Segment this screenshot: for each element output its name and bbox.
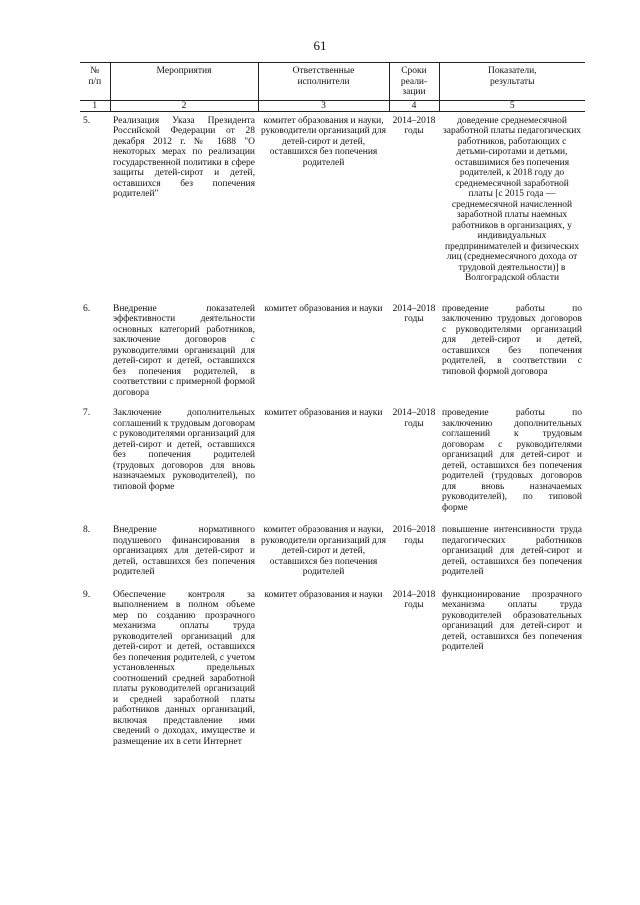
column-number: 2 <box>110 100 258 111</box>
period-cell: 2014–2018 годы <box>392 408 436 429</box>
column-number: 5 <box>439 100 585 111</box>
result-cell: функционирование прозрачного механизма оплаты труда руководителей образовательных организаций для детей-сирот и детей, оставшихся без попечения родителей <box>442 589 582 652</box>
period-cell: 2016–2018 годы <box>392 525 436 546</box>
row-number: 9. <box>83 589 91 600</box>
row-number: 5. <box>83 115 91 126</box>
responsible-cell: комитет образования и науки, руководители организаций для детей-сирот и детей, оставшихся без попечения родителей <box>261 525 386 577</box>
responsible-cell: комитет образования и науки <box>264 408 383 418</box>
responsible-cell: комитет образования и науки <box>264 303 383 314</box>
table-row <box>80 525 585 578</box>
header-indicators: Показатели, результаты <box>439 63 585 101</box>
measure-cell: Реализация Указа Президента Российской Федерации от 28 декабря 2012 г. № 1688 "О некоторых мерах по реализации государственной политики в сфере защиты детей-сирот и детей, оставшихся без попечения родителей" <box>113 115 255 199</box>
measures-table <box>80 62 585 747</box>
period-cell: 2014–2018 годы <box>392 303 436 324</box>
result-cell: проведение работы по заключению трудовых договоров с руководителями организаций для детей-сирот и детей, оставшихся без попечения родителей, в соответствии с типовой формой договора <box>442 303 582 377</box>
table-row <box>80 408 585 513</box>
header-row <box>80 63 585 101</box>
result-cell: повышение интенсивности труда педагогических работников организаций для детей-сирот и детей, оставшихся без попечения родителей <box>442 525 582 577</box>
header-periods: Сроки реали- зации <box>389 63 439 101</box>
table-row <box>80 590 585 748</box>
responsible-cell: комитет образования и науки, руководители организаций для детей-сирот и детей, оставшихся без попечения родителей <box>261 115 386 168</box>
responsible-cell: комитет образования и науки <box>264 589 383 600</box>
page-number: 61 <box>313 38 327 53</box>
measure-cell: Внедрение показателей эффективности деятельности основных категорий работников, заключение договоров с руководителями организаций для детей-сирот и детей, оставшихся без попечения родителей, в соответствии с примерной формой договора <box>113 303 255 398</box>
result-cell: доведение среднемесячной заработной платы педагогических работников, работающих с детьми-сиротами и детьми, оставшимися без попечения родителей, к 2018 году до среднемесячной заработной платы [с 2015 года — среднемесячной начисленной заработной платы наемных работников в организациях, у индивидуальных предпринимателей и физических лиц (среднемесячного дохода от трудовой деятельности)] в Волгоградской области <box>442 115 582 283</box>
header-responsible: Ответственные исполнители <box>258 63 389 101</box>
period-cell: 2014–2018 годы <box>392 589 436 610</box>
column-number: 1 <box>80 100 110 111</box>
measure-cell: Обеспечение контроля за выполнением в полном объеме мер по созданию прозрачного механизма оплаты труда руководителей организаций для детей-сирот и детей, оставшихся без попечения родителей, с учетом установленных предельных соотношений средней заработной платы руководителей организаций и средней заработной платы работников данных организаций, включая представление ими сведений о доходах, имуществе и размещение их в сети Интернет <box>113 589 255 747</box>
period-cell: 2014–2018 годы <box>392 115 436 136</box>
column-number: 4 <box>389 100 439 111</box>
table-row <box>80 304 585 399</box>
header-num: № п/п <box>80 63 110 101</box>
row-number: 8. <box>83 525 91 535</box>
measure-cell: Внедрение нормативного подушевого финансирования в организациях для детей-сирот и детей, оставшихся без попечения родителей <box>113 525 255 577</box>
row-number: 7. <box>83 408 91 418</box>
column-number-row <box>80 100 585 111</box>
table-row <box>80 116 585 284</box>
result-cell: проведение работы по заключению дополнительных соглашений к трудовым договорам с руководителями организаций для детей-сирот и детей, оставшихся без попечения родителей (трудовых договоров для вновь назначаемых руководителей), по типовой форме <box>442 408 582 513</box>
column-number: 3 <box>258 100 389 111</box>
header-measures: Мероприятия <box>110 63 258 101</box>
row-number: 6. <box>83 303 91 314</box>
measure-cell: Заключение дополнительных соглашений к трудовым договорам с руководителями организаций для детей-сирот и детей, оставшихся без попечения родителей (трудовых договоров для вновь назначаемых руководителей), по типовой форме <box>113 408 255 492</box>
